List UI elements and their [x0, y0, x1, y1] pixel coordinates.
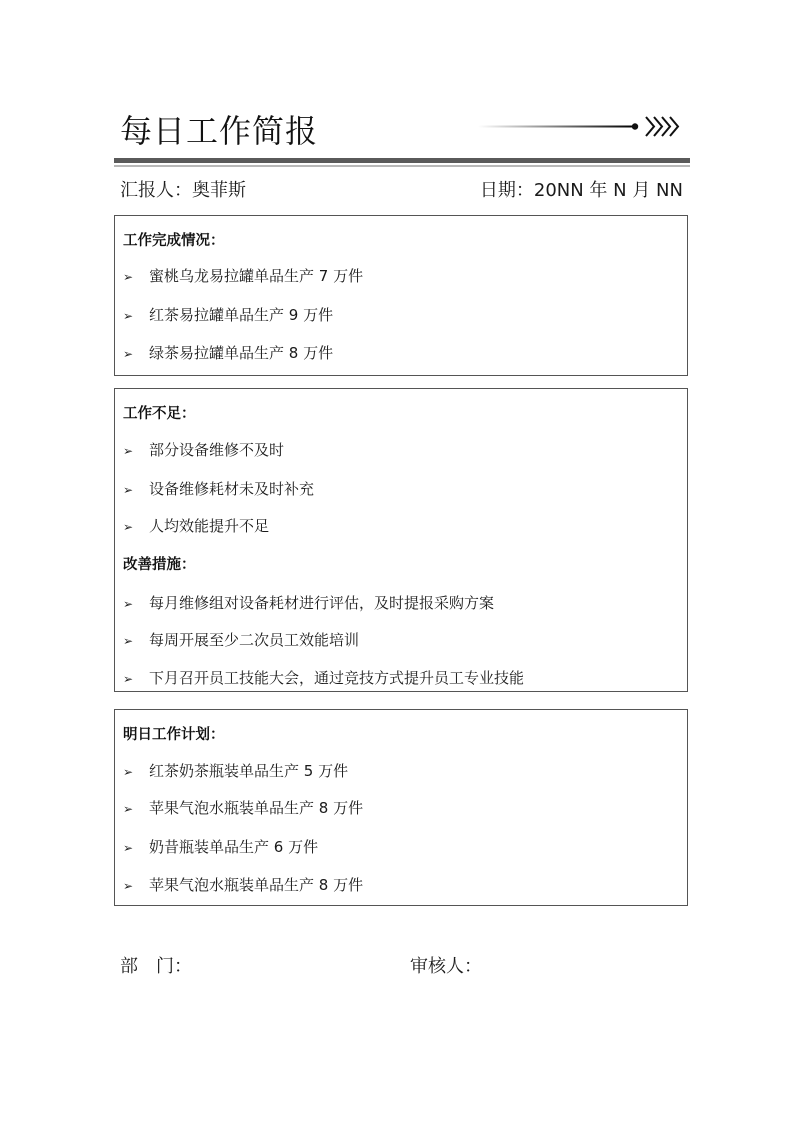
department-label: 部 门： [120, 956, 192, 977]
list-item: ➢ 苹果气泡水瓶装单品生产 8 万件 [123, 876, 364, 894]
list-item: ➢ 下月召开员工技能大会，通过竞技方式提升员工专业技能 [123, 669, 525, 687]
arrow-bullet-icon: ➢ [123, 841, 134, 855]
section-heading: 工作不足： [123, 406, 196, 422]
header-rule-thin [114, 165, 690, 167]
date-label: 日期：20NN 年 N 月 NN [479, 180, 683, 201]
shortcomings-section [114, 388, 688, 692]
arrow-bullet-icon: ➢ [123, 520, 134, 534]
arrow-bullet-icon: ➢ [123, 634, 134, 648]
reporter-label: 汇报人：奥菲斯 [120, 180, 246, 201]
list-item: ➢ 红茶易拉罐单品生产 9 万件 [123, 306, 334, 324]
arrow-bullet-icon: ➢ [123, 672, 134, 686]
section-heading: 工作完成情况： [123, 233, 225, 249]
arrow-bullet-icon: ➢ [123, 309, 134, 323]
list-item: ➢ 人均效能提升不足 [123, 517, 270, 535]
list-item: ➢ 部分设备维修不及时 [123, 441, 285, 459]
list-item: ➢ 苹果气泡水瓶装单品生产 8 万件 [123, 799, 364, 817]
arrow-bullet-icon: ➢ [123, 597, 134, 611]
arrow-bullet-icon: ➢ [123, 802, 134, 816]
list-item: ➢ 蜜桃乌龙易拉罐单品生产 7 万件 [123, 267, 364, 285]
tomorrow-plan-section [114, 709, 688, 906]
list-item: ➢ 每周开展至少二次员工效能培训 [123, 631, 360, 649]
work-done-section [114, 215, 688, 376]
arrow-bullet-icon: ➢ [123, 347, 134, 361]
arrow-decoration-icon [478, 112, 688, 142]
arrow-bullet-icon: ➢ [123, 444, 134, 458]
arrow-bullet-icon: ➢ [123, 879, 134, 893]
header-rule [114, 158, 690, 163]
reviewer-label: 审核人： [410, 956, 482, 977]
list-item: ➢ 红茶奶茶瓶装单品生产 5 万件 [123, 762, 349, 780]
arrow-bullet-icon: ➢ [123, 270, 134, 284]
list-item: ➢ 奶昔瓶装单品生产 6 万件 [123, 838, 319, 856]
arrow-bullet-icon: ➢ [123, 483, 134, 497]
arrow-bullet-icon: ➢ [123, 765, 134, 779]
list-item: ➢ 绿茶易拉罐单品生产 8 万件 [123, 344, 334, 362]
section-heading: 改善措施： [123, 557, 196, 573]
list-item: ➢ 设备维修耗材未及时补充 [123, 480, 315, 498]
section-heading: 明日工作计划： [123, 727, 225, 743]
page-title: 每日工作简报 [120, 112, 319, 150]
list-item: ➢ 每月维修组对设备耗材进行评估，及时提报采购方案 [123, 594, 495, 612]
